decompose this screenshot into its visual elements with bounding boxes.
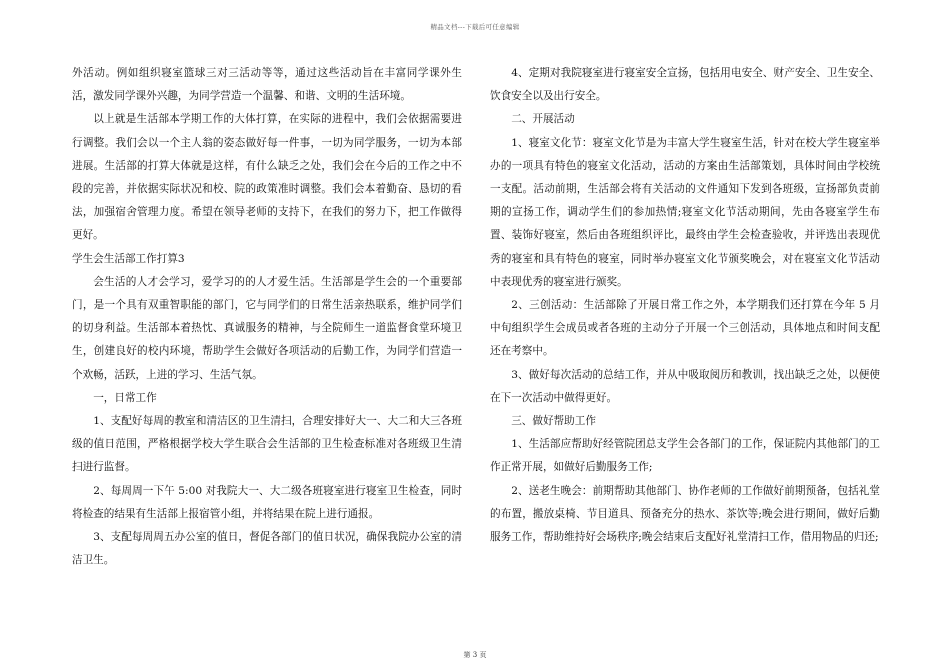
paragraph: 2、三创活动：生活部除了开展日常工作之外，本学期我们还打算在今年 5 月中旬组织学生会成员或者各班的主动分子开展一个三创活动，具体地点和时间支配还在考察中。 xyxy=(490,299,880,358)
paragraph: 外活动。例如组织寝室篮球三对三活动等等，通过这些活动旨在丰富同学课外生活，激发同学课外兴趣，为同学营造一个温馨、和谐、文明的生活环境。 xyxy=(72,67,462,103)
paragraph: 3、支配每周周五办公室的值日，督促各部门的值日状况，确保我院办公室的清洁卫生。 xyxy=(72,531,462,567)
left-column xyxy=(72,62,462,572)
paragraph: 2、每周周一下午 5:00 对我院大一、大二级各班寝室进行寝室卫生检查，同时将检查的结果有生活部上报宿管小组，并将结果在院上进行通报。 xyxy=(72,484,462,520)
right-column xyxy=(490,62,880,549)
paragraph: 会生活的人才会学习，爱学习的的人才爱生活。生活部是学生会的一个重要部门，是一个具有双重智职能的部门，它与同学们的日常生活亲热联系，维护同学们的切身利益。生活部本着热忱、真诚服务的精神，与全院师生一道监督食堂环境卫生，创建良好的校内环境，帮助学生会做好各项活动的后勤工作，为同学们营造一个欢畅，活跃，上进的学习、生活气氛。 xyxy=(72,275,462,381)
paragraph: 3、做好每次活动的总结工作，并从中吸取阅历和教训，找出缺乏之处，以便使在下一次活动中做得更好。 xyxy=(490,368,880,404)
paragraph: 4、定期对我院寝室进行寝室安全宣扬，包括用电安全、财产安全、卫生安全、饮食安全以及出行安全。 xyxy=(490,67,880,103)
paragraph: 1、支配好每周的教室和清洁区的卫生清扫，合理安排好大一、大二和大三各班级的值日范围，严格根据学校大学生联合会生活部的卫生检查标准对各班级卫生清扫进行监督。 xyxy=(72,415,462,474)
paragraph: 以上就是生活部本学期工作的大体打算，在实际的进程中，我们会依据需要进行调整。我们会以一个主人翁的姿态做好每一件事，一切为同学服务，一切为本部进展。生活部的打算大体就是这样，有什么缺乏之处，我们会在今后的工作之中不段的完善，并依据实际状况和校、院的政策准时调整。我们会本着勤奋、恳切的看法，加强宿舍管理力度。希望在领导老师的支持下，在我们的努力下，把工作做得更好。 xyxy=(72,113,462,242)
section-heading: 学生会生活部工作打算3 xyxy=(72,252,185,265)
page-header: 精品文档---下载后可任意编辑 xyxy=(430,23,520,31)
section-heading: 一，日常工作 xyxy=(93,391,157,404)
section-heading: 三、做好帮助工作 xyxy=(511,415,596,428)
section-heading: 二、开展活动 xyxy=(511,113,575,126)
page-number: 第 3 页 xyxy=(463,651,487,659)
paragraph: 1、生活部应帮助好经管院团总支学生会各部门的工作，保证院内其他部门的工作正常开展，如做好后勤服务工作; xyxy=(490,438,880,474)
paragraph: 1、寝室文化节：寝室文化节是为丰富大学生寝室生活，针对在校大学生寝室举办的一项具有特色的寝室文化活动，活动的方案由生活部策划，具体时间由学校统一支配。活动前期，生活部会将有关活动的文件通知下发到各班级，宣扬部负责前期的宣扬工作，调动学生们的参加热情;寝室文化节活动期间，先由各寝室学生布置、装饰好寝室，然后由各班组织评比，最终由学生会检查验收，并评选出表现优秀的寝室和具有特色的寝室，同时举办寝室文化节颁奖晚会，对在寝室文化节活动中表现优秀的寝室进行颁奖。 xyxy=(490,136,880,288)
paragraph: 2、送老生晚会：前期帮助其他部门、协作老师的工作做好前期预备，包括礼堂的布置，搬放桌椅、节目道具、预备充分的热水、茶饮等;晚会进行期间，做好后勤服务工作，帮助维持好会场秩序;晚会结束后支配好礼堂清扫工作，借用物品的归还; xyxy=(490,484,880,544)
